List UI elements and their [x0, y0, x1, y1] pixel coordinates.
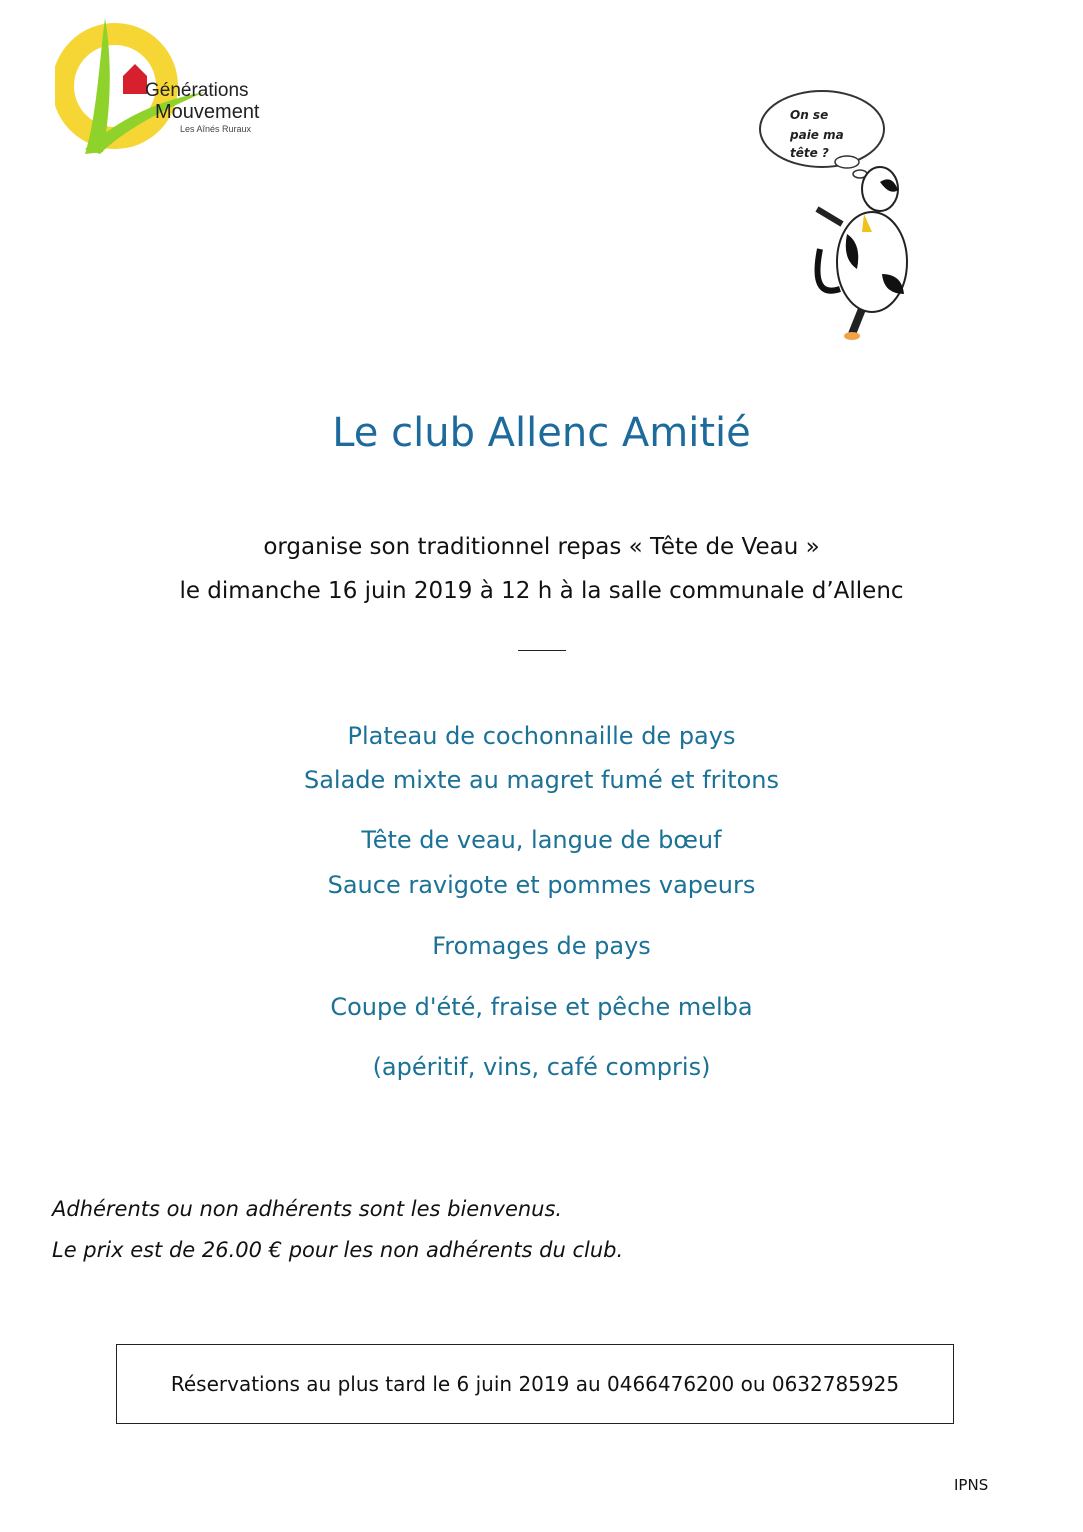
menu-item: Sauce ravigote et pommes vapeurs: [327, 871, 756, 899]
intro-line-2: le dimanche 16 juin 2019 à 12 h à la salle communale d’Allenc: [179, 578, 904, 604]
menu-item: Salade mixte au magret fumé et fritons: [303, 766, 780, 794]
svg-text:Générations: Générations: [145, 80, 249, 101]
svg-text:Mouvement: Mouvement: [155, 101, 260, 123]
generations-mouvement-logo: [55, 14, 295, 159]
menu-item: Fromages de pays: [432, 932, 651, 960]
menu-item: Plateau de cochonnaille de pays: [347, 722, 736, 750]
footer-ipns: IPNS: [954, 1476, 989, 1494]
intro-line-1: organise son traditionnel repas « Tête de Veau »: [263, 534, 820, 560]
svg-text:tête ?: tête ?: [790, 146, 829, 160]
note-welcome: Adhérents ou non adhérents sont les bienvenus.: [52, 1197, 563, 1221]
svg-text:Les Aînés Ruraux: Les Aînés Ruraux: [180, 124, 252, 134]
menu-item: Tête de veau, langue de bœuf: [361, 826, 722, 854]
reservation-box: [116, 1344, 954, 1424]
separator: [518, 650, 566, 651]
svg-text:On se: On se: [790, 108, 829, 122]
menu-item: Coupe d'été, fraise et pêche melba: [330, 993, 753, 1021]
cow-cartoon: [752, 84, 952, 344]
menu-item: (apéritif, vins, café compris): [372, 1053, 711, 1081]
page-title: Le club Allenc Amitié: [332, 410, 751, 456]
svg-text:paie ma: paie ma: [790, 128, 844, 142]
note-price: Le prix est de 26.00 € pour les non adhérents du club.: [52, 1238, 624, 1262]
reservation-text: Réservations au plus tard le 6 juin 2019 au 0466476200 ou 0632785925: [170, 1372, 900, 1396]
